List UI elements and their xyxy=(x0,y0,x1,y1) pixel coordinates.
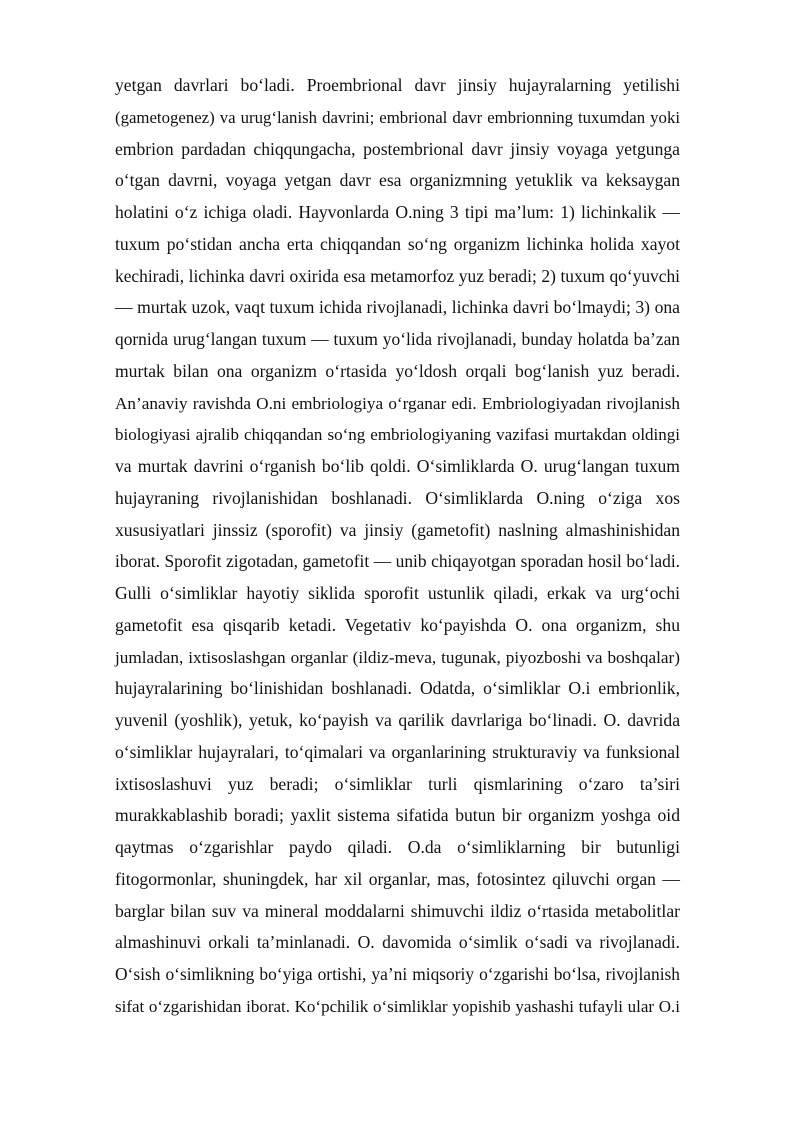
text-line: o‘simliklar hujayralari, to‘qimalari va organlarining strukturaviy va funksional xyxy=(115,741,680,762)
text-line: qornida urug‘langan tuxum — tuxum yo‘lida rivojlanadi, bunday holatda ba’zan xyxy=(115,329,680,349)
text-line: ixtisoslashuvi yuz beradi; o‘simliklar turli qismlarining o‘zaro ta’siri xyxy=(115,773,680,794)
text-line: sifat o‘zgarishidan iborat. Ko‘pchilik o‘simliklar yopishib yashashi tufayli ular O.i xyxy=(115,996,680,1016)
text-line: holatini o‘z ichiga oladi. Hayvonlarda O.ning 3 tipi ma’lum: 1) lichinkalik — xyxy=(115,202,680,222)
text-line: gametofit esa qisqarib ketadi. Vegetativ ko‘payishda O. ona organizm, shu xyxy=(115,614,680,635)
document-page xyxy=(115,70,680,1023)
text-line: embrion pardadan chiqqungacha, postembrional davr jinsiy voyaga yetgunga xyxy=(115,138,680,159)
text-line: o‘tgan davrni, voyaga yetgan davr esa organizmning yetuklik va keksaygan xyxy=(115,170,680,191)
text-line: kechiradi, lichinka davri oxirida esa metamorfoz yuz beradi; 2) tuxum qo‘yuvchi xyxy=(115,265,680,286)
text-line: almashinuvi orkali ta’minlanadi. O. davomida o‘simlik o‘sadi va rivojlanadi. xyxy=(115,932,680,953)
text-line: fitogormonlar, shuningdek, har xil organlar, mas, fotosintez qiluvchi organ — xyxy=(115,868,680,889)
text-line: biologiyasi ajralib chiqqandan so‘ng embriologiyaning vazifasi murtakdan oldingi xyxy=(115,425,680,445)
text-line: iborat. Sporofit zigotadan, gametofit — unib chiqayotgan sporadan hosil bo‘ladi. xyxy=(115,551,680,572)
text-line: murtak bilan ona organizm o‘rtasida yo‘ldosh orqali bog‘lanish yuz beradi. xyxy=(115,360,680,381)
text-line: An’anaviy ravishda O.ni embriologiya o‘rganar edi. Embriologiyadan rivojlanish xyxy=(115,393,680,413)
text-line: yuvenil (yoshlik), yetuk, ko‘payish va qarilik davrlariga bo‘linadi. O. davrida xyxy=(115,710,680,730)
text-line: hujayraning rivojlanishidan boshlanadi. O‘simliklarda O.ning o‘ziga xos xyxy=(115,487,680,508)
text-line: murakkablashib boradi; yaxlit sistema sifatida butun bir organizm yoshga oid xyxy=(115,805,680,826)
text-line: — murtak uzok, vaqt tuxum ichida rivojlanadi, lichinka davri bo‘lmaydi; 3) ona xyxy=(115,297,680,318)
text-line: xususiyatlari jinssiz (sporofit) va jinsiy (gametofit) naslning almashinishidan xyxy=(115,519,680,540)
text-line: barglar bilan suv va mineral moddalarni shimuvchi ildiz o‘rtasida metabolitlar xyxy=(115,900,680,921)
text-line: va murtak davrini o‘rganish bo‘lib qoldi. O‘simliklarda O. urug‘langan tuxum xyxy=(115,456,680,476)
text-line: qaytmas o‘zgarishlar paydo qiladi. O.da o‘simliklarning bir butunligi xyxy=(115,837,680,857)
text-line: (gametogenez) va urug‘lanish davrini; embrional davr embrionning tuxumdan yoki xyxy=(115,107,680,127)
text-line: tuxum po‘stidan ancha erta chiqqandan so‘ng organizm lichinka holida xayot xyxy=(115,233,680,254)
text-line: yetgan davrlari bo‘ladi. Proembrional davr jinsiy hujayralarning yetilishi xyxy=(115,75,680,95)
text-line: Gulli o‘simliklar hayotiy siklida sporofit ustunlik qiladi, erkak va urg‘ochi xyxy=(115,583,680,603)
text-line: jumladan, ixtisoslashgan organlar (ildiz-meva, tugunak, piyozboshi va boshqalar) xyxy=(115,647,680,667)
text-line: O‘sish o‘simlikning bo‘yiga ortishi, ya’ni miqsoriy o‘zgarishi bo‘lsa, rivojlanish xyxy=(115,964,680,984)
text-line: hujayralarining bo‘linishidan boshlanadi. Odatda, o‘simliklar O.i embrionlik, xyxy=(115,678,680,699)
